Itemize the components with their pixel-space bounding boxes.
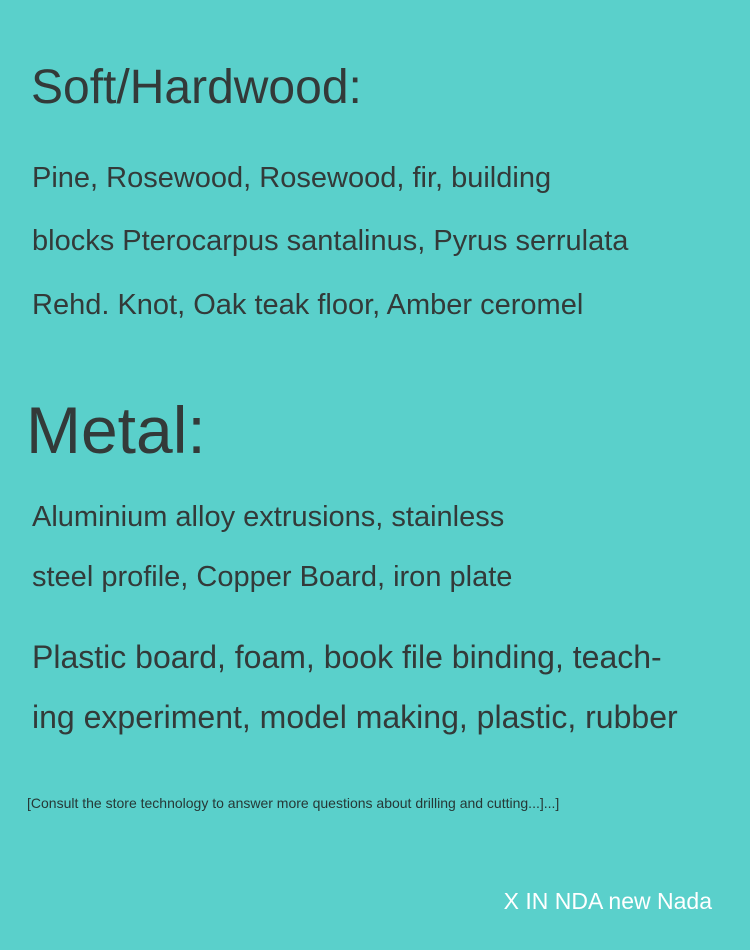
softwood-line-1: Pine, Rosewood, Rosewood, fir, building: [32, 162, 552, 194]
metal-line-2: steel profile, Copper Board, iron plate: [32, 561, 513, 593]
softwood-line-3: Rehd. Knot, Oak teak floor, Amber ceromel: [32, 289, 584, 321]
plastic-line-1: Plastic board, foam, book file binding, teach-: [32, 639, 662, 675]
softwood-line-2: blocks Pterocarpus santalinus, Pyrus serrulata: [32, 225, 629, 257]
consult-note: [Consult the store technology to answer more questions about drilling and cutting...]...]: [27, 795, 560, 811]
footer-brand: X IN NDA new Nada: [503, 888, 712, 914]
metal-heading: Metal:: [26, 393, 206, 467]
softwood-heading: Soft/Hardwood:: [31, 61, 362, 114]
plastic-line-2: ing experiment, model making, plastic, rubber: [32, 699, 678, 735]
metal-line-1: Aluminium alloy extrusions, stainless: [32, 501, 505, 533]
